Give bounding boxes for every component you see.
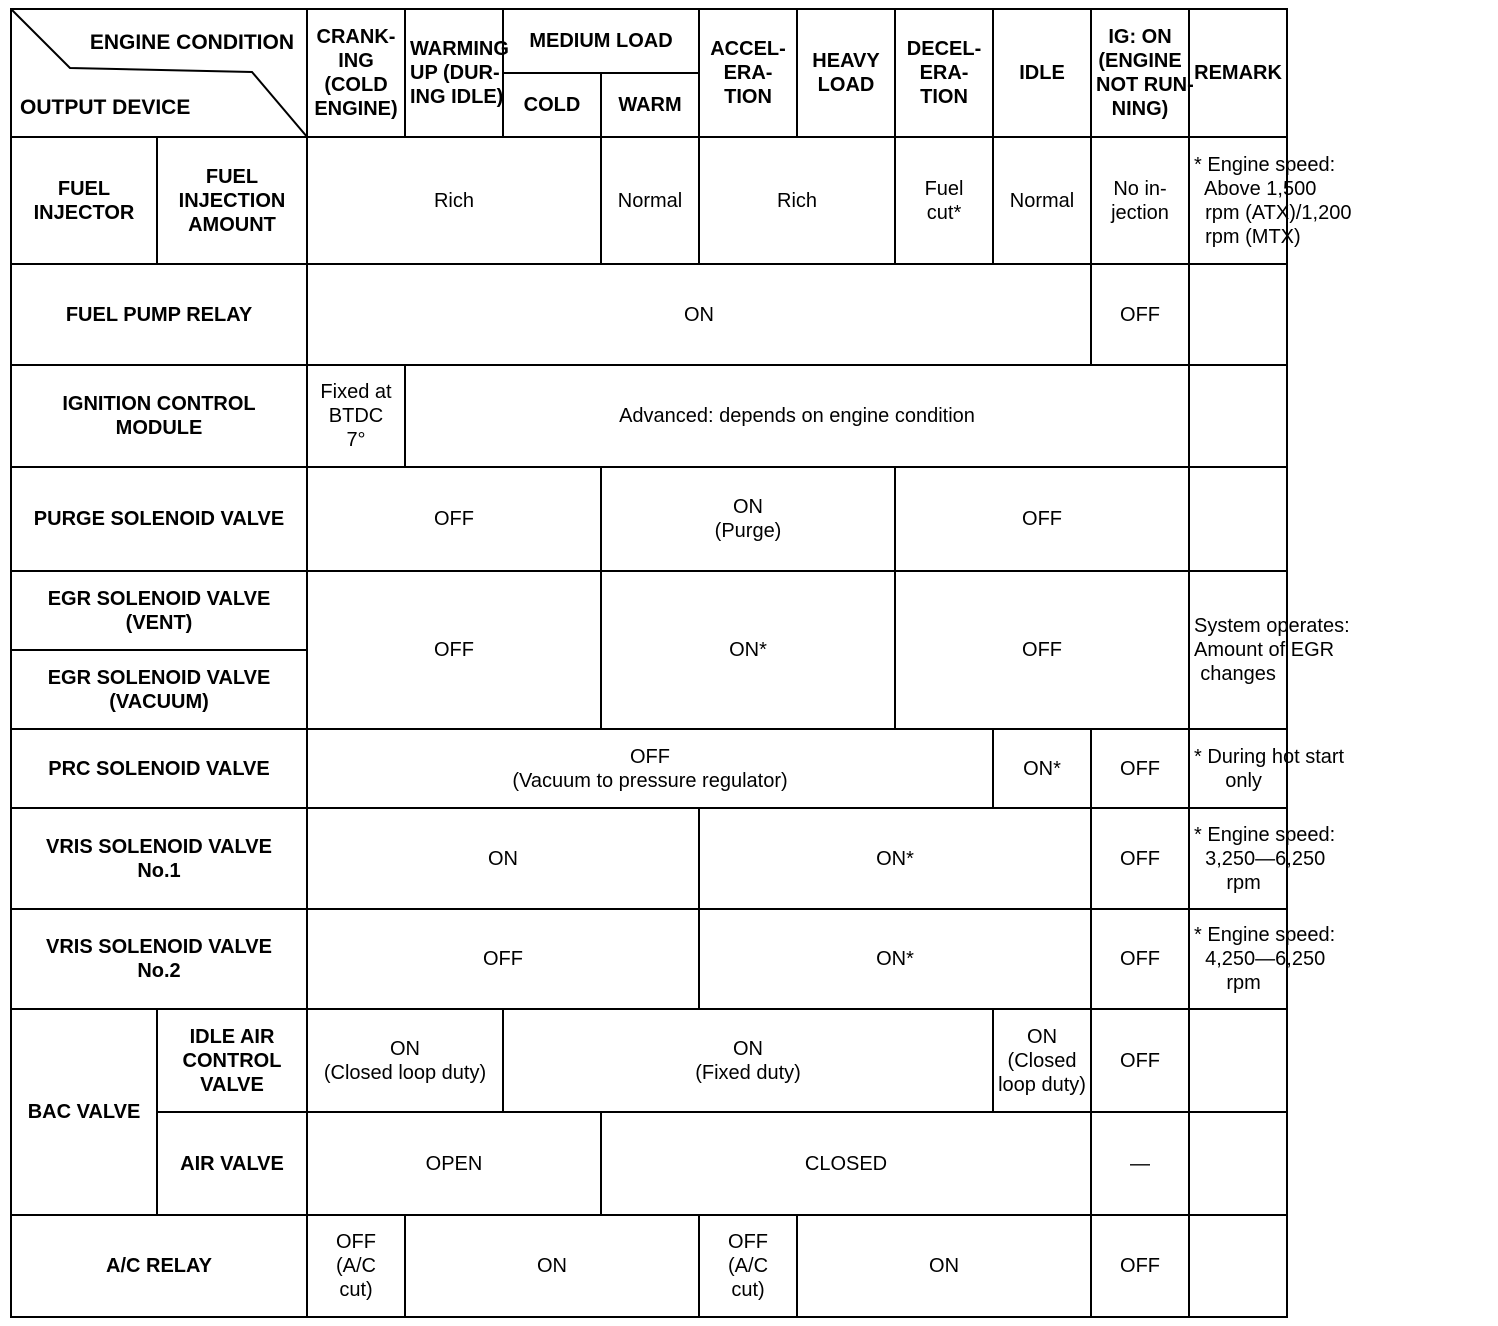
cell-vris1-off: OFF [1091, 808, 1189, 909]
engine-condition-label: ENGINE CONDITION [89, 31, 294, 54]
device-fuel-injector: FUEL INJECTOR [11, 137, 157, 264]
table-row-vris-no2 [11, 909, 1497, 1009]
device-egr-solenoid-vent: EGR SOLENOID VALVE (VENT) [11, 571, 307, 650]
cell-rich-cranking-medium-cold: Rich [307, 137, 601, 264]
remark-prc-solenoid-valve: * During hot start only [1189, 729, 1287, 808]
table-row-fuel-pump-relay [11, 264, 1497, 365]
device-fuel-injection-amount: FUEL INJECTION AMOUNT [157, 137, 307, 264]
header-deceleration: DECEL- ERA- TION [895, 9, 993, 137]
remark-purge-solenoid-valve [1189, 467, 1287, 571]
cell-fuel-cut: Fuel cut* [895, 137, 993, 264]
remark-egr-solenoid-valve: System operates: Amount of EGR changes [1189, 571, 1287, 729]
output-device-table [10, 8, 1498, 1318]
cell-vris2-off-2: OFF [1091, 909, 1189, 1009]
device-air-valve: AIR VALVE [157, 1112, 307, 1215]
device-vris-no2: VRIS SOLENOID VALVE No.2 [11, 909, 307, 1009]
cell-ac-off: OFF [1091, 1215, 1189, 1317]
cell-egr-off-2: OFF [895, 571, 1189, 729]
device-egr-solenoid-vacuum: EGR SOLENOID VALVE (VACUUM) [11, 650, 307, 729]
cell-air-valve-closed: CLOSED [601, 1112, 1091, 1215]
cell-fuel-pump-off: OFF [1091, 264, 1189, 365]
table-row-fuel-injector [11, 137, 1497, 264]
cell-vris2-on: ON* [699, 909, 1091, 1009]
cell-prc-off: OFF [1091, 729, 1189, 808]
table-row-purge-solenoid-valve [11, 467, 1497, 571]
table-row-vris-no1 [11, 808, 1497, 909]
header-warming-up: WARMING UP (DUR- ING IDLE) [405, 9, 503, 137]
remark-idle-air-control [1189, 1009, 1287, 1112]
cell-egr-off-1: OFF [307, 571, 601, 729]
table-row-egr-solenoid-vent [11, 571, 1497, 650]
cell-ac-off-cut-1: OFF (A/C cut) [307, 1215, 405, 1317]
device-bac-valve: BAC VALVE [11, 1009, 157, 1215]
header-idle: IDLE [993, 9, 1091, 137]
device-ac-relay: A/C RELAY [11, 1215, 307, 1317]
cell-advanced: Advanced: depends on engine condition [405, 365, 1189, 467]
output-device-label: OUTPUT DEVICE [20, 95, 191, 119]
cell-vris1-on-2: ON* [699, 808, 1091, 909]
cell-iac-on-fixed-duty: ON (Fixed duty) [503, 1009, 993, 1112]
cell-iac-on-closed-loop: ON (Closed loop duty) [307, 1009, 503, 1112]
device-fuel-pump-relay: FUEL PUMP RELAY [11, 264, 307, 365]
table-row-prc-solenoid-valve [11, 729, 1497, 808]
remark-ac-relay [1189, 1215, 1287, 1317]
cell-air-valve-dash: — [1091, 1112, 1189, 1215]
table-row-bac-idle-air-control [11, 1009, 1497, 1112]
cell-iac-on-idle: ON (Closed loop duty) [993, 1009, 1091, 1112]
header-cold: COLD [503, 73, 601, 137]
remark-fuel-injector: * Engine speed: Above 1,500 rpm (ATX)/1,200 rpm (MTX) [1189, 137, 1287, 264]
remark-air-valve [1189, 1112, 1287, 1215]
device-ignition-control-module: IGNITION CONTROL MODULE [11, 365, 307, 467]
device-purge-solenoid-valve: PURGE SOLENOID VALVE [11, 467, 307, 571]
cell-ac-off-cut-2: OFF (A/C cut) [699, 1215, 797, 1317]
cell-ac-on-1: ON [405, 1215, 699, 1317]
header-corner-cell [11, 9, 307, 137]
cell-prc-on: ON* [993, 729, 1091, 808]
remark-vris-no1: * Engine speed: 3,250—6,250 rpm [1189, 808, 1287, 909]
header-ig-on: IG: ON (ENGINE NOT RUN- NING) [1091, 9, 1189, 137]
header-remark: REMARK [1189, 9, 1287, 137]
header-cranking: CRANK- ING (COLD ENGINE) [307, 9, 405, 137]
cell-fuel-pump-on: ON [307, 264, 1091, 365]
device-idle-air-control-valve: IDLE AIR CONTROL VALVE [157, 1009, 307, 1112]
header-acceleration: ACCEL- ERA- TION [699, 9, 797, 137]
remark-fuel-pump-relay [1189, 264, 1287, 365]
cell-iac-off: OFF [1091, 1009, 1189, 1112]
cell-fixed-btdc: Fixed at BTDC 7° [307, 365, 405, 467]
cell-prc-off-vacuum: OFF (Vacuum to pressure regulator) [307, 729, 993, 808]
cell-normal-idle: Normal [993, 137, 1091, 264]
cell-egr-on: ON* [601, 571, 895, 729]
remark-ignition-control-module [1189, 365, 1287, 467]
cell-rich-accel-heavy: Rich [699, 137, 895, 264]
cell-purge-off-1: OFF [307, 467, 601, 571]
header-warm: WARM [601, 73, 699, 137]
header-heavy-load: HEAVY LOAD [797, 9, 895, 137]
remark-vris-no2: * Engine speed: 4,250—6,250 rpm [1189, 909, 1287, 1009]
cell-normal-medium-warm: Normal [601, 137, 699, 264]
cell-air-valve-open: OPEN [307, 1112, 601, 1215]
device-vris-no1: VRIS SOLENOID VALVE No.1 [11, 808, 307, 909]
cell-no-injection: No in- jection [1091, 137, 1189, 264]
table-row-ac-relay [11, 1215, 1497, 1317]
cell-ac-on-2: ON [797, 1215, 1091, 1317]
cell-vris1-on-1: ON [307, 808, 699, 909]
cell-purge-off-2: OFF [895, 467, 1189, 571]
header-medium-load: MEDIUM LOAD [503, 9, 699, 73]
device-prc-solenoid-valve: PRC SOLENOID VALVE [11, 729, 307, 808]
table-row-bac-air-valve [11, 1112, 1497, 1215]
cell-purge-on: ON (Purge) [601, 467, 895, 571]
table-row-ignition-control-module [11, 365, 1497, 467]
cell-vris2-off-1: OFF [307, 909, 699, 1009]
